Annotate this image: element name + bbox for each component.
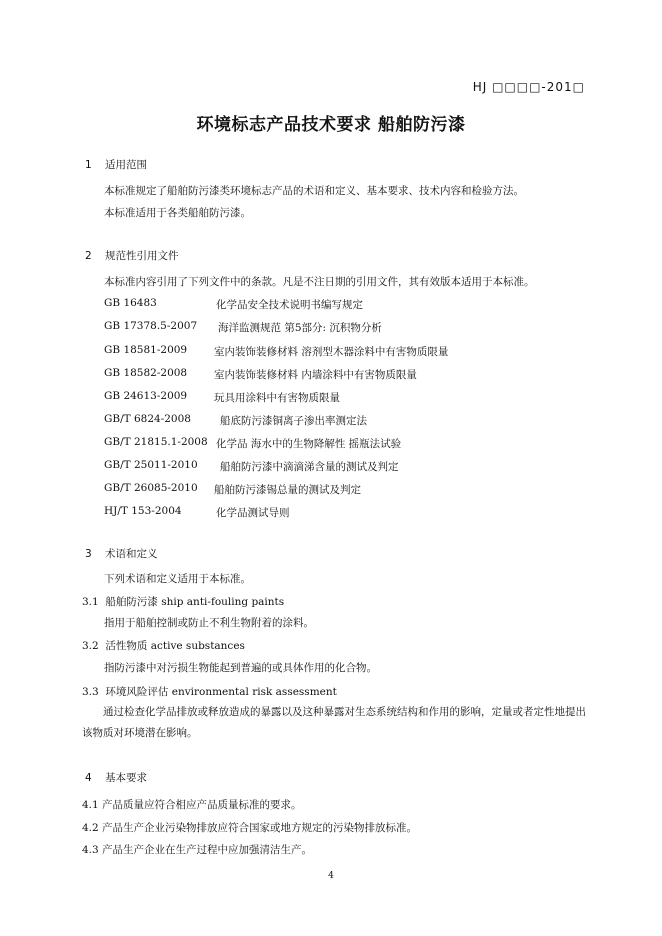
section-3-heading	[85, 546, 158, 561]
reference-name: 化学品安全技术说明书编写规定	[216, 299, 363, 311]
requirement-item: 4.2 产品生产企业污染物排放应符合国家或地方规定的污染物排放标准。	[82, 822, 418, 834]
section-title: 规范性引用文件	[105, 250, 179, 262]
reference-code: GB 17378.5-2007	[104, 320, 198, 332]
reference-code: GB 24613-2009	[104, 390, 188, 402]
requirement-item: 4.1 产品质量应符合相应产品质量标准的要求。	[82, 799, 302, 811]
term-definition: 指用于船舶控制或防止不利生物附着的涂料。	[104, 617, 314, 629]
reference-name: 化学品测试导则	[216, 507, 290, 519]
reference-name: 船舶防污漆锡总量的测试及判定	[214, 484, 361, 496]
reference-code: GB 18582-2008	[104, 367, 188, 379]
term-number: 3.2	[82, 640, 99, 652]
term-name: 活性物质 active substances	[105, 640, 245, 652]
section-number: 4	[85, 772, 92, 784]
paragraph: 下列术语和定义适用于本标准。	[104, 573, 251, 585]
term-number: 3.3	[82, 686, 99, 698]
term-definition: 指防污漆中对污损生物能起到普遍的或具体作用的化合物。	[104, 662, 377, 674]
term-definition: 通过检查化学品排放或释放造成的暴露以及这种暴露对生态系统结构和作用的影响，定量或者定性地提出该物质对环境潜在影响。	[82, 706, 586, 739]
page-number: 4	[328, 871, 334, 881]
term-heading	[82, 594, 284, 609]
document-code: HJ □□□□-201□	[472, 80, 585, 94]
reference-code: GB 18581-2009	[104, 344, 188, 356]
section-number: 2	[85, 250, 92, 262]
reference-name: 海洋监测规范 第5部分: 沉积物分析	[218, 322, 382, 334]
term-name: 环境风险评估 environmental risk assessment	[105, 686, 337, 698]
reference-name: 室内装饰装修材料 内墙涂料中有害物质限量	[214, 369, 417, 381]
reference-code: GB/T 25011-2010	[104, 459, 198, 471]
reference-code: GB/T 26085-2010	[104, 482, 198, 494]
reference-name: 室内装饰装修材料 溶剂型木器涂料中有害物质限量	[214, 346, 449, 358]
section-title: 术语和定义	[105, 548, 158, 560]
section-number: 1	[85, 159, 92, 171]
section-title: 适用范围	[105, 159, 147, 171]
term-heading	[82, 684, 337, 699]
requirement-item: 4.3 产品生产企业在生产过程中应加强清洁生产。	[82, 844, 313, 856]
reference-name: 化学品 海水中的生物降解性 摇瓶法试验	[216, 438, 402, 450]
paragraph: 本标准内容引用了下列文件中的条款。凡是不注日期的引用文件，其有效版本适用于本标准。	[104, 276, 535, 288]
section-2-heading	[85, 248, 179, 263]
paragraph: 本标准规定了船舶防污漆类环境标志产品的术语和定义、基本要求、技术内容和检验方法。	[104, 185, 524, 197]
reference-name: 玩具用涂料中有害物质限量	[214, 392, 340, 404]
section-title: 基本要求	[105, 772, 147, 784]
reference-code: GB/T 21815.1-2008	[104, 436, 208, 448]
term-heading	[82, 638, 245, 653]
reference-code: GB/T 6824-2008	[104, 413, 191, 425]
section-1-heading	[85, 157, 147, 172]
term-name: 船舶防污漆 ship anti-fouling paints	[105, 596, 285, 608]
reference-name: 船舶防污漆中滴滴涕含量的测试及判定	[220, 461, 399, 473]
term-number: 3.1	[82, 596, 99, 608]
section-4-heading	[85, 770, 147, 785]
reference-code: GB 16483	[104, 297, 157, 309]
paragraph: 本标准适用于各类船舶防污漆。	[104, 207, 251, 219]
document-title: 环境标志产品技术要求 船舶防污漆	[196, 115, 466, 135]
reference-name: 船底防污漆铜离子渗出率测定法	[220, 415, 367, 427]
reference-code: HJ/T 153-2004	[104, 505, 182, 517]
section-number: 3	[85, 548, 92, 560]
